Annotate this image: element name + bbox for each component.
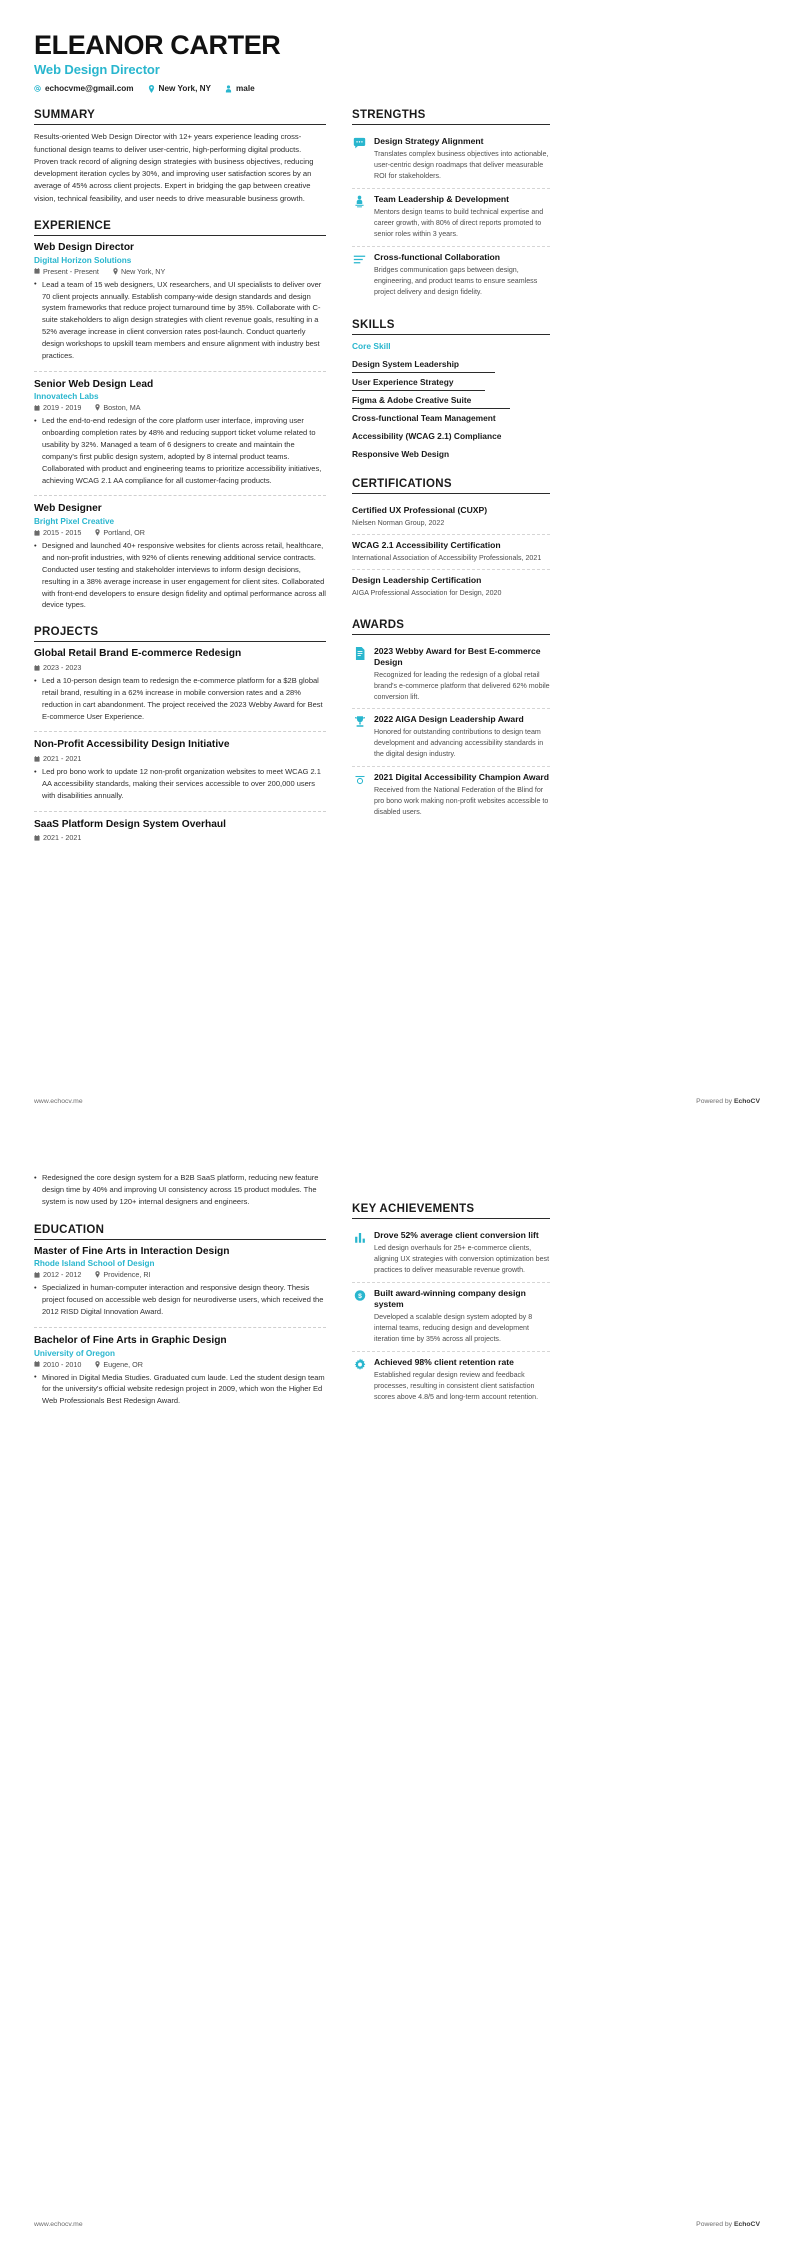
achievement-item: [352, 1282, 550, 1351]
contact-location-text: New York, NY: [158, 84, 212, 94]
award-desc: Received from the National Federation of the Blind for pro bono work making non-profit websites accessible to disabled users.: [374, 786, 549, 817]
education-school: Rhode Island School of Design: [34, 1259, 155, 1269]
projects-continued-bullets: [34, 1172, 326, 1208]
achievement-desc: Led design overhauls for 25+ e-commerce clients, aligning UX strategies with conversion optimization best practices to deliver measurable revenue growth.: [374, 1244, 550, 1274]
certifications-heading: CERTIFICATIONS: [352, 478, 550, 494]
experience-org: Digital Horizon Solutions: [34, 255, 132, 265]
strengths-heading: STRENGTHS: [352, 109, 550, 125]
certification-item: [352, 534, 550, 569]
bullet: • Redesigned the core design system for a B2B SaaS platform, reducing new feature design time by 40% and improving UI consistency across 15 product modules. The system is now used by 120+ internal designers and engineers.: [34, 1172, 326, 1208]
skill-item: [352, 409, 550, 427]
experience-heading: EXPERIENCE: [34, 220, 326, 236]
bullet: • Led a 10-person design team to redesign the e-commerce platform for a $2B global retail brand, resulting in a 62% increase in mobile conversion rates and a 28% reduction in cart abandonment. The project received the 2023 Webby Award for Best E-commerce User Experience.: [34, 675, 326, 722]
person-icon: [225, 85, 232, 93]
summary-heading: SUMMARY: [34, 109, 326, 125]
certification-issuer: International Association of Accessibility Professionals, 2021: [352, 554, 542, 563]
strength-desc: Mentors design teams to build technical expertise and career growth, with 80% of direct reports promoted to senior roles within 3 years.: [374, 208, 544, 239]
education-section: [34, 1224, 326, 1408]
medal-icon: [352, 772, 367, 818]
gear-icon: [352, 1357, 367, 1403]
education-bullets: [34, 1282, 326, 1318]
calendar-icon: [34, 835, 40, 841]
achievement-desc: Established regular design review and feedback processes, resulting in consistent client satisfaction scores above 4.8/5 and long-term account retention.: [374, 1370, 539, 1401]
achievement-title: Achieved 98% client retention rate: [374, 1356, 514, 1367]
certificate-icon: [352, 646, 367, 703]
award-title: 2022 AIGA Design Leadership Award: [374, 714, 524, 725]
contact-gender: [225, 84, 255, 93]
speech-bubble-icon: [352, 136, 367, 182]
dollar-coin-icon: [352, 1288, 367, 1345]
certification-issuer: AIGA Professional Association for Design, 2020: [352, 588, 502, 597]
skill-label: Design System Leadership: [352, 359, 460, 370]
contact-email[interactable]: [34, 84, 134, 93]
skill-label: Cross-functional Team Management: [352, 413, 496, 424]
project-dates: [34, 754, 81, 763]
resume-page-2: [0, 1123, 794, 2246]
bullet: • Minored in Digital Media Studies. Graduated cum laude. Led the student design team for the university's official website redesign project in 2009, which won the Higher Ed Web Professionals Best Redesign Award.: [34, 1372, 326, 1408]
project-meta: [34, 754, 326, 763]
experience-location: [95, 403, 140, 412]
strength-title: Design Strategy Alignment: [374, 136, 484, 147]
project-dates-text: 2021 - 2021: [43, 754, 82, 764]
project-entry: [34, 648, 326, 722]
project-title: Global Retail Brand E-commerce Redesign: [34, 648, 242, 660]
experience-org: Innovatech Labs: [34, 392, 99, 402]
bullet: • Led the end-to-end redesign of the core platform user interface, improving user onboarding completion rates by 48% and reducing support ticket volume related to usability by 32%. Managed a team of 6 designers to create and maintain the company's first public design system, adopted by 8 internal product teams. Collaborated with product and engineering teams to prioritize accessibility initiatives, achieving WCAG 2.1 AA compliance for all customer-facing products.: [34, 415, 326, 486]
footer-brand: [696, 1098, 760, 1105]
experience-dates: [34, 528, 81, 537]
strength-item: [352, 131, 550, 188]
divider: [34, 731, 326, 732]
candidate-name: ELEANOR CARTER: [34, 30, 281, 60]
achievement-title: Drove 52% average client conversion lift: [374, 1230, 539, 1240]
skill-item: [352, 355, 550, 373]
education-entry: [34, 1246, 326, 1318]
award-title: 2023 Webby Award for Best E-commerce Design: [374, 645, 541, 667]
calendar-icon: [34, 665, 40, 671]
footer-brand: [696, 2221, 760, 2228]
left-column: [34, 109, 326, 857]
footer-powered-prefix: Powered by: [696, 1098, 734, 1105]
strength-item: [352, 188, 550, 246]
page-2-columns: [34, 1169, 760, 1424]
calendar-icon: [34, 405, 40, 411]
skill-item: [352, 445, 550, 463]
experience-location-text: Boston, MA: [103, 403, 141, 413]
achievement-desc: Developed a scalable design system adopted by 8 internal teams, reducing design and development iteration time by 35% across all projects.: [374, 1312, 533, 1343]
experience-section: [34, 220, 326, 611]
resume-header: [34, 30, 760, 93]
project-dates-text: 2021 - 2021: [43, 833, 82, 843]
projects-heading: PROJECTS: [34, 626, 326, 642]
project-meta: [34, 663, 326, 672]
project-entry: [34, 819, 326, 843]
location-pin-icon: [148, 85, 155, 93]
award-title: 2021 Digital Accessibility Champion Award: [374, 772, 549, 783]
certification-issuer: Nielsen Norman Group, 2022: [352, 519, 445, 528]
strength-title: Team Leadership & Development: [374, 194, 509, 205]
experience-meta: [34, 528, 326, 537]
award-item: [352, 641, 550, 709]
key-achievements-heading: KEY ACHIEVEMENTS: [352, 1203, 550, 1219]
project-bullets: [34, 675, 326, 722]
experience-dates: [34, 403, 81, 412]
project-bullets: [34, 766, 326, 802]
education-bullets: [34, 1372, 326, 1408]
divider: [34, 1327, 326, 1328]
footer-powered-brand: EchoCV: [733, 1098, 760, 1105]
education-dates-text: 2010 - 2010: [43, 1359, 82, 1369]
contact-row: [34, 84, 760, 93]
education-dates: [34, 1270, 81, 1279]
people-growth-icon: [352, 194, 367, 240]
experience-entry: [34, 242, 326, 362]
summary-text: Results-oriented Web Design Director with 12+ years experience leading cross-functional design teams to deliver user-centric, high-performing digital products. Proven track record of aligning design strategies with business objectives, reducing development iteration cycles by 30%, and improving user satisfaction scores by an average of 45% across client projects. Expert in bridging the gap between creative vision, technical feasibility, and user needs to drive measurable business growth.: [34, 132, 314, 203]
page-1-footer: [34, 1098, 760, 1105]
strength-desc: Translates complex business objectives into actionable, user-centric design roadmaps that deliver measurable ROI for stakeholders.: [374, 150, 549, 181]
bullet: • Led pro bono work to update 12 non-profit organization websites to meet WCAG 2.1 AA accessibility standards, making their services accessible to over 200,000 users with disabilities annually.: [34, 766, 326, 802]
calendar-icon: [34, 1361, 40, 1367]
footer-powered-brand: EchoCV: [733, 2221, 760, 2228]
footer-powered-prefix: Powered by: [696, 2221, 734, 2228]
experience-entry: [34, 379, 326, 487]
page-1-columns: [34, 109, 760, 857]
bar-chart-icon: [352, 1230, 367, 1276]
experience-meta: [34, 403, 326, 412]
education-dates: [34, 1360, 81, 1369]
education-school: University of Oregon: [34, 1348, 115, 1358]
divider: [34, 495, 326, 496]
award-item: [352, 766, 550, 824]
certification-item: [352, 569, 550, 604]
education-location-text: Providence, RI: [103, 1270, 151, 1280]
contact-location: [148, 84, 211, 93]
contact-email-text: echocvme@gmail.com: [45, 84, 134, 94]
skill-label: User Experience Strategy: [352, 377, 454, 388]
certification-item: [352, 500, 550, 534]
awards-heading: AWARDS: [352, 619, 550, 635]
right-column-page2: [352, 1169, 550, 1424]
skill-label: Accessibility (WCAG 2.1) Compliance: [352, 431, 502, 442]
skills-core-label: Core Skill: [352, 341, 391, 352]
certification-title: WCAG 2.1 Accessibility Certification: [352, 539, 501, 550]
education-degree: Bachelor of Fine Arts in Graphic Design: [34, 1334, 227, 1346]
project-dates-text: 2023 - 2023: [43, 663, 82, 673]
location-pin-icon: [95, 529, 100, 536]
strengths-section: [352, 109, 550, 304]
awards-section: [352, 619, 550, 825]
footer-site[interactable]: www.echocv.me: [34, 1098, 83, 1105]
experience-bullets: [34, 279, 326, 362]
award-desc: Recognized for leading the redesign of a global retail brand's e-commerce platform that delivered 62% mobile conversion lift.: [374, 670, 550, 701]
experience-dates-text: 2019 - 2019: [43, 403, 82, 413]
award-desc: Honored for outstanding contributions to design team development and advancing accessibility standards in the digital design industry.: [374, 728, 544, 759]
skill-item: [352, 391, 550, 409]
skill-item: [352, 427, 550, 445]
bullet: • Lead a team of 15 web designers, UX researchers, and UI specialists to deliver over 70 client projects annually. Establish company-wide design standards and design system frameworks that reduce project turnaround time by 35%. Collaborate with C-suite stakeholders to align design strategies with client revenue goals, resulting in a 52% average increase in client conversion rates post-launch. Conduct quarterly design workshops to upskill team members and ensure alignment with industry best practices.: [34, 279, 326, 362]
calendar-icon: [34, 756, 40, 762]
award-item: [352, 708, 550, 766]
strength-title: Cross-functional Collaboration: [374, 252, 501, 263]
education-entry: [34, 1335, 326, 1407]
certifications-section: [352, 478, 550, 603]
project-entry: [34, 739, 326, 801]
experience-bullets: [34, 415, 326, 486]
education-degree: Master of Fine Arts in Interaction Design: [34, 1245, 230, 1257]
right-column: [352, 109, 550, 839]
bullet: • Designed and launched 40+ responsive websites for clients across retail, healthcare, and non-profit industries, with 92% of clients renewing additional service contracts. Conducted user testing and stakeholder interviews to inform design decisions, resulting in a 38% average increase in user engagement for client sites. Collaborated with front-end developers to ensure design fidelity and optimal performance across all device types.: [34, 540, 326, 611]
experience-dates-text: Present - Present: [43, 266, 99, 276]
strength-item: [352, 246, 550, 304]
location-pin-icon: [95, 404, 100, 411]
contact-gender-text: male: [236, 84, 255, 94]
experience-role: Web Design Director: [34, 242, 135, 254]
strength-desc: Bridges communication gaps between design, engineering, and product teams to ensure seamless project delivery and design fidelity.: [374, 266, 538, 297]
education-heading: EDUCATION: [34, 1224, 326, 1240]
education-dates-text: 2012 - 2012: [43, 1270, 82, 1280]
location-pin-icon: [113, 268, 118, 275]
experience-org: Bright Pixel Creative: [34, 517, 115, 527]
experience-bullets: [34, 540, 326, 611]
divider: [34, 811, 326, 812]
summary-section: [34, 109, 326, 205]
experience-dates-text: 2015 - 2015: [43, 528, 82, 538]
key-achievements-section: [352, 1203, 550, 1409]
experience-location: [113, 267, 165, 276]
achievement-title: Built award-winning company design system: [374, 1287, 526, 1309]
calendar-icon: [34, 1272, 40, 1278]
skill-label: Figma & Adobe Creative Suite: [352, 395, 472, 406]
email-icon: [34, 85, 41, 92]
education-meta: [34, 1360, 326, 1369]
education-location: [95, 1270, 150, 1279]
skills-heading: SKILLS: [352, 319, 550, 335]
certification-title: Design Leadership Certification: [352, 574, 482, 585]
left-column-page2: [34, 1169, 326, 1422]
experience-meta: [34, 267, 326, 276]
achievement-item: [352, 1351, 550, 1409]
location-pin-icon: [95, 1361, 100, 1368]
calendar-icon: [34, 530, 40, 536]
education-location-text: Eugene, OR: [103, 1359, 143, 1369]
project-dates: [34, 833, 81, 842]
trophy-icon: [352, 714, 367, 760]
education-meta: [34, 1270, 326, 1279]
skill-item: [352, 373, 550, 391]
divider: [34, 371, 326, 372]
calendar-icon: [34, 268, 40, 274]
experience-dates: [34, 267, 99, 276]
experience-role: Senior Web Design Lead: [34, 378, 154, 390]
page-2-footer: [34, 2221, 760, 2228]
project-title: Non-Profit Accessibility Design Initiative: [34, 739, 230, 751]
experience-location: [95, 528, 145, 537]
project-title: SaaS Platform Design System Overhaul: [34, 818, 226, 830]
project-meta: [34, 833, 326, 842]
skill-label: Responsive Web Design: [352, 449, 450, 460]
experience-location-text: Portland, OR: [103, 528, 145, 538]
experience-role: Web Designer: [34, 503, 102, 515]
footer-site[interactable]: www.echocv.me: [34, 2221, 83, 2228]
education-location: [95, 1360, 143, 1369]
achievement-item: [352, 1225, 550, 1282]
skills-section: [352, 319, 550, 463]
experience-location-text: New York, NY: [120, 266, 166, 276]
location-pin-icon: [95, 1271, 100, 1278]
lines-icon: [352, 252, 367, 298]
projects-section: [34, 626, 326, 842]
project-dates: [34, 663, 81, 672]
certification-title: Certified UX Professional (CUXP): [352, 505, 488, 516]
bullet: • Specialized in human-computer interaction and responsive design theory. Thesis project focused on accessible web design for neurodiverse users, which received the 2012 RISD Digital Innovation Award.: [34, 1282, 326, 1318]
candidate-job-title: Web Design Director: [34, 62, 160, 78]
experience-entry: [34, 503, 326, 611]
svg-text:$: $: [357, 1293, 362, 1301]
